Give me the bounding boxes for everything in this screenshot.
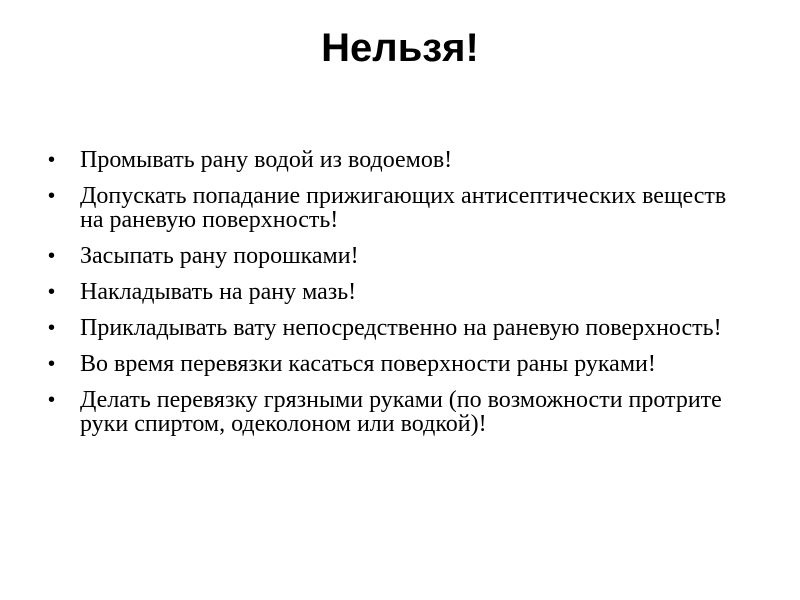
list-item-text: Прикладывать вату непосредственно на раневую поверхность! [80,315,722,341]
list-item-text: Делать перевязку грязными руками (по возможности протрите руки спиртом, одеколоном или водкой)! [80,387,722,437]
list-item [48,148,748,172]
bullet-icon: • [48,389,56,411]
list-item [48,316,748,340]
list-item [48,352,748,376]
bullet-icon: • [48,353,56,375]
list-item [48,244,748,268]
bullet-list [48,148,748,448]
bullet-icon: • [48,149,56,171]
bullet-icon: • [48,245,56,267]
bullet-icon: • [48,281,56,303]
list-item-text: Засыпать рану порошками! [80,243,359,269]
list-item [48,184,748,232]
list-item [48,388,748,436]
list-item-text: Допускать попадание прижигающих антисептических веществ на раневую поверхность! [80,183,727,233]
slide-title: Нельзя! [321,26,479,70]
bullet-icon: • [48,185,56,207]
list-item-text: Промывать рану водой из водоемов! [80,147,453,173]
list-item-text: Во время перевязки касаться поверхности раны руками! [80,351,656,377]
bullet-icon: • [48,317,56,339]
list-item [48,280,748,304]
list-item-text: Накладывать на рану мазь! [80,279,357,305]
